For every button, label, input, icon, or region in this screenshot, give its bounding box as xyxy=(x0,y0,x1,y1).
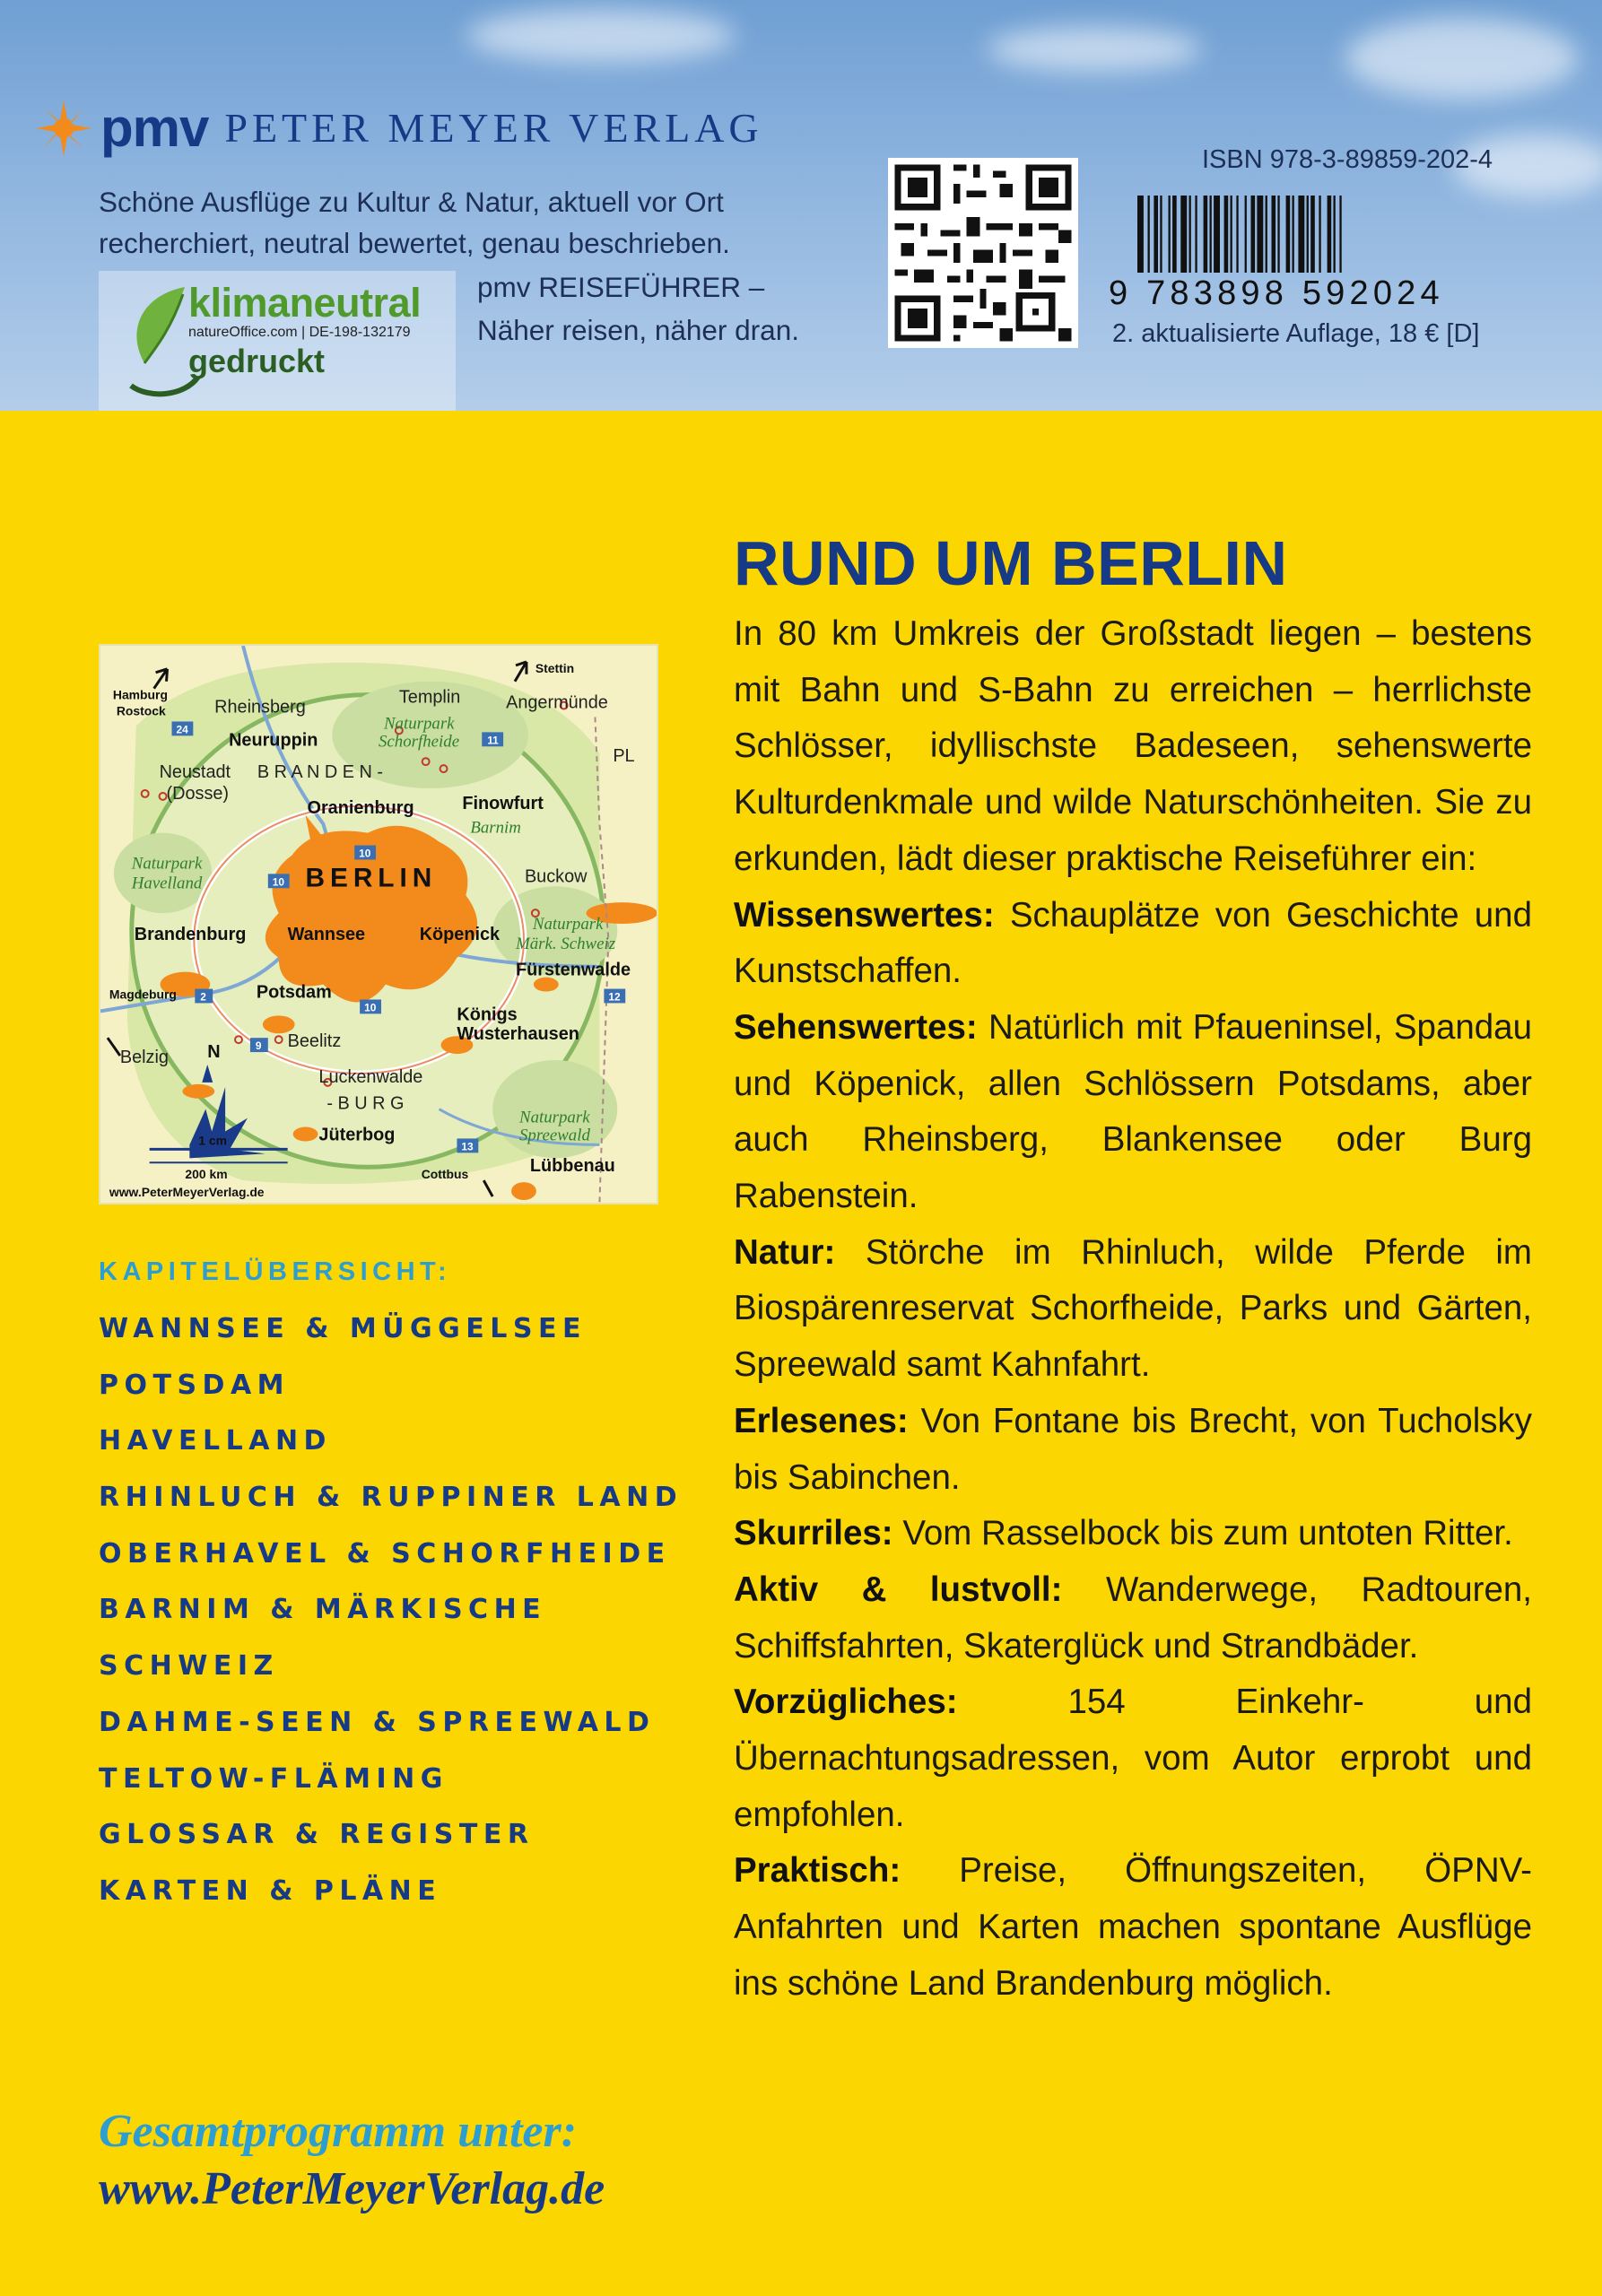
page-title: RUND UM BERLIN xyxy=(734,528,1288,598)
barcode-bar xyxy=(1245,196,1247,273)
barcode-bar xyxy=(1286,196,1291,273)
qr-code[interactable] xyxy=(888,158,1078,348)
barcode-bar xyxy=(1224,196,1229,273)
toc-item: DAHME-SEEN & SPREEWALD xyxy=(99,1706,656,1738)
map-label: 200 km xyxy=(185,1167,228,1182)
feature-label: Vorzügliches: xyxy=(734,1683,958,1722)
barcode-bar xyxy=(1298,196,1304,273)
map-label: Rostock xyxy=(116,703,166,718)
publisher-slogan xyxy=(477,265,799,352)
feature-paragraph xyxy=(734,888,1532,1000)
map-label: Neuruppin xyxy=(229,730,318,751)
map-label: (Dosse) xyxy=(166,783,230,804)
barcode-bar xyxy=(1172,196,1177,273)
map-label: Potsdam xyxy=(256,982,332,1003)
feature-paragraph xyxy=(734,1506,1532,1562)
map-label: Spreewald xyxy=(518,1126,590,1145)
sun-icon xyxy=(36,100,91,156)
map-label: Oranienburg xyxy=(307,797,414,818)
slogan-line-2: Näher reisen, näher dran. xyxy=(477,314,799,346)
map-label: BERLIN xyxy=(305,863,438,893)
feature-paragraph xyxy=(734,1674,1532,1843)
map-label: 24 xyxy=(176,723,188,736)
climate-neutral-badge xyxy=(99,271,456,411)
map-label: Märk. Schweiz xyxy=(516,934,616,953)
barcode-bar xyxy=(1236,196,1238,273)
map-label: Lübbenau xyxy=(529,1156,615,1177)
map-label: Naturpark xyxy=(518,1108,590,1127)
map-label: Angermünde xyxy=(506,692,608,713)
map-label: B R A N D E N - xyxy=(257,762,384,783)
map-label: Jüterbog xyxy=(318,1125,396,1145)
map-label: N xyxy=(207,1042,221,1063)
toc-list xyxy=(99,1311,683,1930)
map-label: www.PeterMeyerVerlag.de xyxy=(109,1185,265,1200)
sky-header xyxy=(0,0,1602,411)
toc-item: HAVELLAND xyxy=(99,1425,332,1457)
toc-item: GLOSSAR & REGISTER xyxy=(99,1819,535,1851)
barcode-bar xyxy=(1160,196,1162,273)
map-label: - B U R G xyxy=(326,1093,405,1114)
barcode-bar xyxy=(1231,196,1232,273)
feature-text: Preise, Öffnungszeiten, ÖPNV-Anfahrten und Karten machen spontane Ausflüge ins schöne Land Brandenburg möglich. xyxy=(734,1851,1532,2003)
barcode-bar xyxy=(1204,196,1208,273)
barcode-bar xyxy=(1154,196,1158,273)
barcode-bar xyxy=(1195,196,1197,273)
toc-item: OBERHAVEL & SCHORFHEIDE xyxy=(99,1537,671,1570)
map-label: Naturpark xyxy=(532,914,604,934)
feature-paragraph xyxy=(734,1562,1532,1674)
map-label: Naturpark xyxy=(383,714,455,734)
description-body xyxy=(734,606,1532,2013)
toc-heading: KAPITELÜBERSICHT: xyxy=(99,1257,452,1286)
map-label: Finowfurt xyxy=(462,793,544,813)
feature-paragraph xyxy=(734,1843,1532,2012)
map-label: 9 xyxy=(255,1039,262,1053)
barcode-bar xyxy=(1339,196,1341,273)
map-label: Hamburg xyxy=(112,687,168,702)
feature-label: Wissenswertes: xyxy=(734,895,995,935)
map-label: Magdeburg xyxy=(109,987,177,1002)
feature-text: Von Fontane bis Brecht, von Tucholsky bis Sabinchen. xyxy=(734,1401,1532,1497)
barcode-bar xyxy=(1257,196,1263,273)
map-label: Neustadt xyxy=(159,762,231,783)
climate-badge-id: natureOffice.com | DE-198-132179 xyxy=(188,325,411,340)
map-label: 1 cm xyxy=(198,1133,227,1148)
promo-url-link[interactable]: www.PeterMeyerVerlag.de xyxy=(99,2163,605,2214)
publisher-name: PETER MEYER VERLAG xyxy=(224,105,763,151)
region-map xyxy=(99,644,658,1205)
promo xyxy=(99,2103,605,2218)
barcode-bar xyxy=(1137,196,1144,273)
map-label: Templin xyxy=(398,687,461,708)
toc-item: POTSDAM xyxy=(99,1369,291,1401)
feature-text: 154 Einkehr- und Übernachtungsadressen, vom Autor erprobt und empfohlen. xyxy=(734,1683,1532,1834)
map-label: Rheinsberg xyxy=(214,697,306,718)
toc-item: WANNSEE & MÜGGELSEE xyxy=(99,1313,587,1344)
feature-text: Wanderwege, Radtouren, Schiffsfahrten, Skaterglück und Strandbäder. xyxy=(734,1570,1532,1665)
barcode-bar xyxy=(1334,196,1336,273)
edition-price: 2. aktualisierte Auflage, 18 € [D] xyxy=(1112,319,1480,348)
feature-label: Praktisch: xyxy=(734,1851,901,1891)
barcode-number: 9 783898 592024 xyxy=(1109,274,1444,312)
barcode-bar xyxy=(1251,196,1256,273)
map-label: Buckow xyxy=(524,866,588,887)
barcode-bar xyxy=(1319,196,1320,273)
map-label: Wusterhausen xyxy=(457,1024,579,1045)
map-label: Beelitz xyxy=(287,1031,342,1052)
barcode-bar xyxy=(1272,196,1276,273)
map-label: 2 xyxy=(200,990,206,1004)
barcode-bar xyxy=(1210,196,1212,273)
map-label: Wannsee xyxy=(287,924,366,944)
map-label: Stettin xyxy=(535,660,575,675)
isbn-label: ISBN 978-3-89859-202-4 xyxy=(1202,145,1493,174)
publisher-logo xyxy=(36,100,763,156)
map-label: Brandenburg xyxy=(134,924,247,944)
map-label: 11 xyxy=(487,734,499,747)
feature-paragraph xyxy=(734,1225,1532,1394)
map-label: 10 xyxy=(272,875,285,889)
barcode-bar xyxy=(1307,196,1309,273)
map-label: Fürstenwalde xyxy=(516,960,631,980)
barcode-bar xyxy=(1293,196,1294,273)
toc-item: KARTEN & PLÄNE xyxy=(99,1874,442,1907)
map-label: Belzig xyxy=(119,1048,169,1068)
barcode-bar xyxy=(1277,196,1279,273)
climate-badge-subtitle: gedruckt xyxy=(188,343,326,379)
barcode-bar xyxy=(1169,196,1171,273)
feature-label: Aktiv & lustvoll: xyxy=(734,1570,1063,1609)
toc-item: SCHWEIZ xyxy=(99,1650,279,1683)
publisher-tagline: Schöne Ausflüge zu Kultur & Natur, aktuell vor Ort recherchiert, neutral bewertet, genau beschrieben. xyxy=(99,186,730,259)
intro-paragraph: In 80 km Umkreis der Großstadt liegen – bestens mit Bahn und S-Bahn zu erreichen – herrlichste Schlösser, idyllischste Badeseen, sehenswerte Kulturdenkmale und wilde Naturschönheiten. Sie zu erkunden, lädt dieser praktische Reiseführer ein: xyxy=(734,614,1532,878)
map-label: Schorfheide xyxy=(379,732,460,752)
barcode-bar xyxy=(1328,196,1332,273)
slogan-line-1: pmv REISEFÜHRER – xyxy=(477,271,765,303)
feature-label: Sehenswertes: xyxy=(734,1007,978,1047)
map-label: Königs xyxy=(457,1004,518,1025)
feature-label: Erlesenes: xyxy=(734,1401,909,1440)
toc-item: RHINLUCH & RUPPINER LAND xyxy=(99,1482,683,1514)
barcode-bar xyxy=(1310,196,1315,273)
feature-text: Vom Rasselbock bis zum untoten Ritter. xyxy=(902,1514,1513,1553)
feature-label: Natur: xyxy=(734,1232,836,1272)
promo-line-1: Gesamtprogramm unter: xyxy=(99,2106,578,2157)
map-label: Köpenick xyxy=(419,924,501,944)
map-label: 10 xyxy=(359,847,371,860)
feature-paragraph xyxy=(734,1394,1532,1506)
map-label: 10 xyxy=(364,1001,377,1014)
feature-text: Störche im Rhinluch, wilde Pferde im Biospärenreservat Schorfheide, Parks und Gärten, Spreewald samt Kahnfahrt. xyxy=(734,1232,1532,1385)
map-label: Luckenwalde xyxy=(318,1066,423,1087)
feature-text: Schauplätze von Geschichte und Kunstschaffen. xyxy=(734,895,1532,991)
map-label: Barnim xyxy=(470,818,521,838)
feature-text: Natürlich mit Pfaueninsel, Spandau und Köpenick, allen Schlössern Potsdams, aber auch Rheinsberg, Blankensee oder Burg Rabenstein. xyxy=(734,1007,1533,1216)
feature-label: Skurriles: xyxy=(734,1514,893,1553)
barcode-bar xyxy=(1266,196,1267,273)
logo-word: pmv xyxy=(100,98,209,158)
feature-paragraph xyxy=(734,1000,1532,1225)
map-label: 13 xyxy=(461,1140,474,1153)
climate-badge-title: klimaneutral xyxy=(188,280,422,326)
barcode-bar xyxy=(1189,196,1191,273)
toc-item: BARNIM & MÄRKISCHE xyxy=(99,1594,547,1626)
toc-item: TELTOW-FLÄMING xyxy=(99,1762,448,1795)
map-label: 12 xyxy=(608,990,621,1004)
barcode-bar xyxy=(1180,196,1187,273)
barcode-bar xyxy=(1148,196,1150,273)
map-label: Havelland xyxy=(131,874,203,893)
map-label: PL xyxy=(613,746,635,767)
map-label: Naturpark xyxy=(131,854,203,874)
map-label: Cottbus xyxy=(421,1167,469,1182)
barcode-bar xyxy=(1214,196,1220,273)
